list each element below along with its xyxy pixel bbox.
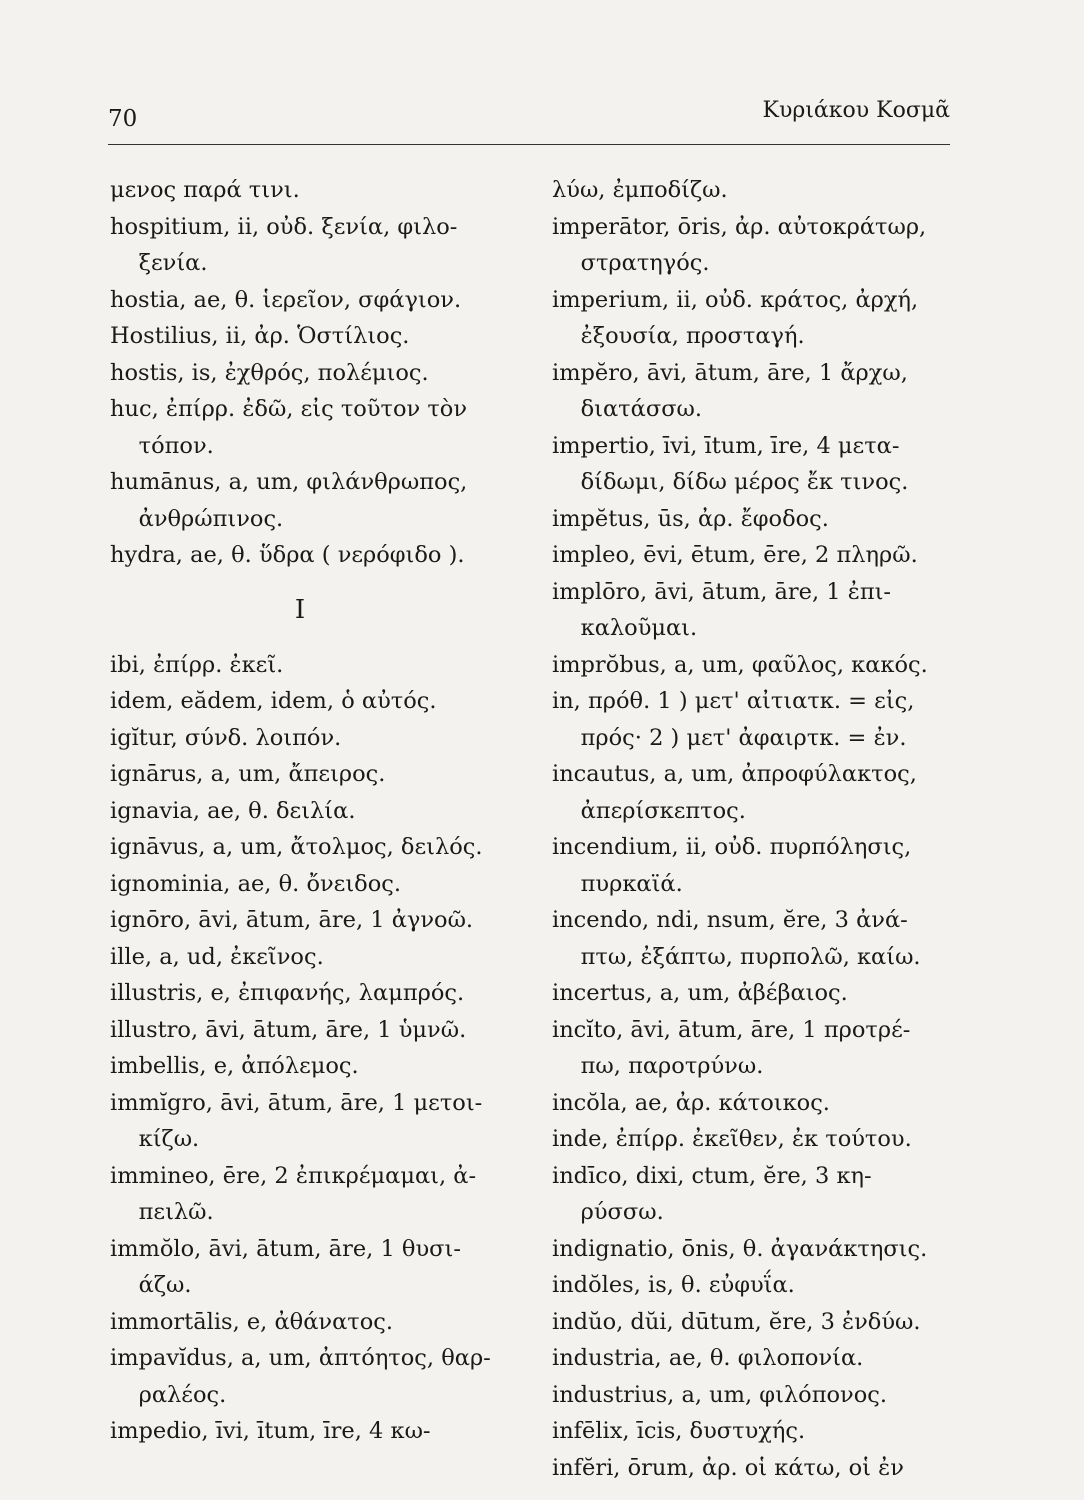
entry-line: industria, ae, θ. φιλοπονία. (552, 1345, 864, 1371)
entry-line: καλοῦμαι. (580, 615, 698, 641)
dictionary-entry (552, 1450, 977, 1487)
dictionary-entry (552, 1085, 977, 1122)
entry-line: incendo, ndi, nsum, ĕre, 3 ἀνά- (552, 907, 908, 933)
entry-line: idem, eădem, idem, ὁ αὐτός. (110, 688, 437, 714)
entry-line: hostia, ae, θ. ἱερεῖον, σφάγιον. (110, 286, 462, 313)
entry-line: immineo, ēre, 2 ἐπικρέμαμαι, ἀ- (110, 1162, 477, 1189)
entry-line: incĭto, āvi, ātum, āre, 1 προτρέ- (552, 1016, 911, 1043)
dictionary-entry (110, 537, 530, 574)
dictionary-entry (110, 1231, 530, 1304)
entry-line: ρύσσω. (580, 1199, 664, 1225)
entry-line: imperium, ii, οὐδ. κράτος, ἀρχή, (552, 286, 919, 313)
dictionary-entry (552, 902, 977, 975)
dictionary-entry (552, 172, 977, 209)
entry-line: ille, a, ud, ἐκεῖνος. (110, 943, 324, 970)
dictionary-entry (110, 975, 530, 1012)
dictionary-entry (552, 209, 977, 282)
dictionary-entry (552, 537, 977, 574)
entry-line: incendium, ii, οὐδ. πυρπόλησις, (552, 834, 912, 860)
entry-line: impavĭdus, a, um, ἀπτόητος, θαρ- (110, 1345, 491, 1371)
entry-line: infēlix, īcis, δυστυχής. (552, 1418, 806, 1444)
entry-line: δίδωμι, δίδω μέρος ἔκ τινος. (580, 469, 909, 495)
entry-line: ignārus, a, um, ἄπειρος. (110, 761, 386, 787)
entry-line: ἀνθρώπινος. (138, 505, 284, 532)
dictionary-entry (552, 282, 977, 355)
dictionary-entry (552, 647, 977, 684)
entry-line: impertio, īvi, ītum, īre, 4 μετα- (552, 432, 900, 459)
entry-line: impĕtus, ūs, ἀρ. ἔφοδος. (552, 505, 829, 532)
entry-line: infĕri, ōrum, ἀρ. οἱ κάτω, οἱ ἐν (552, 1454, 904, 1481)
dictionary-entry (110, 683, 530, 720)
entry-line: incautus, a, um, ἀπροφύλακτος, (552, 761, 917, 787)
dictionary-entry (110, 1048, 530, 1085)
right-column (552, 172, 977, 1486)
dictionary-entry (552, 355, 977, 428)
entry-line: λύω, ἐμποδίζω. (552, 177, 728, 203)
entry-line: άζω. (138, 1272, 192, 1298)
dictionary-entry (110, 1158, 530, 1231)
dictionary-entry (552, 1377, 977, 1414)
entry-line: immortālis, e, ἀθάνατος. (110, 1308, 394, 1335)
entry-line: impedio, īvi, ītum, īre, 4 κω- (110, 1418, 431, 1444)
dictionary-entry (110, 829, 530, 866)
entry-line: κίζω. (138, 1126, 200, 1152)
entry-line: incertus, a, um, ἀβέβαιος. (552, 980, 848, 1006)
entry-line: ραλέος. (138, 1381, 227, 1408)
dictionary-entry (552, 428, 977, 501)
entry-line: immŏlo, āvi, ātum, āre, 1 θυσι- (110, 1235, 461, 1262)
dictionary-entry (110, 209, 530, 282)
entry-line: ξενία. (138, 250, 208, 276)
dictionary-entry (110, 1085, 530, 1158)
dictionary-entry (110, 318, 530, 355)
dictionary-entry (110, 1304, 530, 1341)
dictionary-entry (110, 172, 530, 209)
dictionary-entry (552, 683, 977, 756)
entry-line: in, πρόθ. 1 ) μετ' αἰτιατκ. = εἰς, (552, 688, 915, 714)
dictionary-entry (110, 282, 530, 319)
entry-line: impleo, ēvi, ētum, ēre, 2 πληρῶ. (552, 542, 918, 568)
entry-line: μενος παρά τινι. (110, 177, 300, 203)
entry-line: indŭo, dŭi, dūtum, ĕre, 3 ἐνδύω. (552, 1308, 921, 1335)
dictionary-entry (110, 793, 530, 830)
dictionary-entry (110, 902, 530, 939)
entry-line: ibi, ἐπίρρ. ἐκεῖ. (110, 651, 284, 678)
entry-line: hydra, ae, θ. ὕδρα ( νερόφιδο ). (110, 542, 465, 568)
dictionary-entry (110, 391, 530, 464)
entry-line: huc, ἐπίρρ. ἐδῶ, εἰς τοῦτον τὸν (110, 396, 468, 422)
dictionary-entry (552, 829, 977, 902)
dictionary-entry (110, 1012, 530, 1049)
entry-line: impĕro, āvi, ātum, āre, 1 ἄρχω, (552, 359, 908, 386)
entry-line: στρατηγός. (580, 250, 710, 276)
entry-line: Hostilius, ii, ἀρ. Ὁστίλιος. (110, 323, 410, 349)
entry-line: industrius, a, um, φιλόπονος. (552, 1381, 888, 1408)
entry-line: ignāvus, a, um, ἄτολμος, δειλός. (110, 834, 483, 860)
entry-line: διατάσσω. (580, 396, 703, 422)
dictionary-entry (552, 1012, 977, 1085)
dictionary-entry (552, 1304, 977, 1341)
entry-line: πυρκαϊά. (580, 870, 683, 897)
dictionary-entry (110, 1413, 530, 1450)
entry-line: πειλῶ. (138, 1199, 214, 1225)
entry-line: hospitium, ii, οὐδ. ξενία, φιλο- (110, 213, 458, 240)
dictionary-entry (552, 1231, 977, 1268)
entry-line: τόπον. (138, 432, 214, 459)
dictionary-entry (110, 939, 530, 976)
header-rule (108, 144, 950, 145)
page-header (108, 98, 950, 138)
entry-line: implōro, āvi, ātum, āre, 1 ἐπι- (552, 578, 892, 605)
dictionary-entry (110, 756, 530, 793)
entry-line: ἐξουσία, προσταγή. (580, 323, 805, 349)
entry-line: ἀπερίσκεπτος. (580, 797, 746, 824)
entry-line: imprŏbus, a, um, φαῦλος, κακός. (552, 651, 928, 678)
left-column (110, 172, 530, 1450)
dictionary-entry (110, 647, 530, 684)
entry-line: πρός· 2 ) μετ' ἀφαιρτκ. = ἐν. (580, 724, 907, 751)
entry-line: inde, ἐπίρρ. ἐκεῖθεν, ἐκ τούτου. (552, 1126, 912, 1152)
dictionary-entry (552, 574, 977, 647)
entry-line: humānus, a, um, φιλάνθρωπος, (110, 469, 468, 495)
dictionary-entry (552, 975, 977, 1012)
entry-line: imperātor, ōris, ἀρ. αὐτοκράτωρ, (552, 213, 927, 240)
dictionary-entry (552, 756, 977, 829)
dictionary-entry (552, 1121, 977, 1158)
entry-line: imbellis, e, ἀπόλεμος. (110, 1053, 359, 1079)
page-number: 70 (108, 106, 138, 132)
entry-line: immĭgro, āvi, ātum, āre, 1 μετοι- (110, 1089, 483, 1116)
entry-line: ignominia, ae, θ. ὄνειδος. (110, 870, 402, 897)
dictionary-entry (110, 1340, 530, 1413)
dictionary-entry (110, 720, 530, 757)
entry-line: ignavia, ae, θ. δειλία. (110, 797, 356, 824)
dictionary-entry (110, 464, 530, 537)
section-letter-heading: I (294, 594, 306, 625)
entry-line: illustris, e, ἐπιφανής, λαμπρός. (110, 980, 465, 1006)
dictionary-entry (552, 1158, 977, 1231)
entry-line: indīco, dixi, ctum, ĕre, 3 κη- (552, 1162, 872, 1189)
dictionary-entry (552, 1413, 977, 1450)
dictionary-entry (552, 1340, 977, 1377)
entry-line: ignōro, āvi, ātum, āre, 1 ἀγνοῶ. (110, 907, 474, 933)
entry-line: indŏles, is, θ. εὐφυΐα. (552, 1272, 795, 1298)
dictionary-entry (110, 866, 530, 903)
entry-line: igĭtur, σύνδ. λοιπόν. (110, 724, 342, 751)
entry-line: πω, παροτρύνω. (580, 1053, 764, 1079)
entry-line: πτω, ἐξάπτω, πυρπολῶ, καίω. (580, 943, 921, 970)
dictionary-entry (552, 501, 977, 538)
running-head: Κυριάκου Κοσμᾶ (762, 98, 950, 123)
entry-line: hostis, is, ἐχθρός, πολέμιος. (110, 359, 429, 386)
dictionary-entry (110, 355, 530, 392)
dictionary-entry (552, 1267, 977, 1304)
entry-line: indignatio, ōnis, θ. ἀγανάκτησις. (552, 1235, 928, 1262)
entry-line: illustro, āvi, ātum, āre, 1 ὑμνῶ. (110, 1016, 467, 1043)
entry-line: incŏla, ae, ἀρ. κάτοικος. (552, 1089, 830, 1116)
